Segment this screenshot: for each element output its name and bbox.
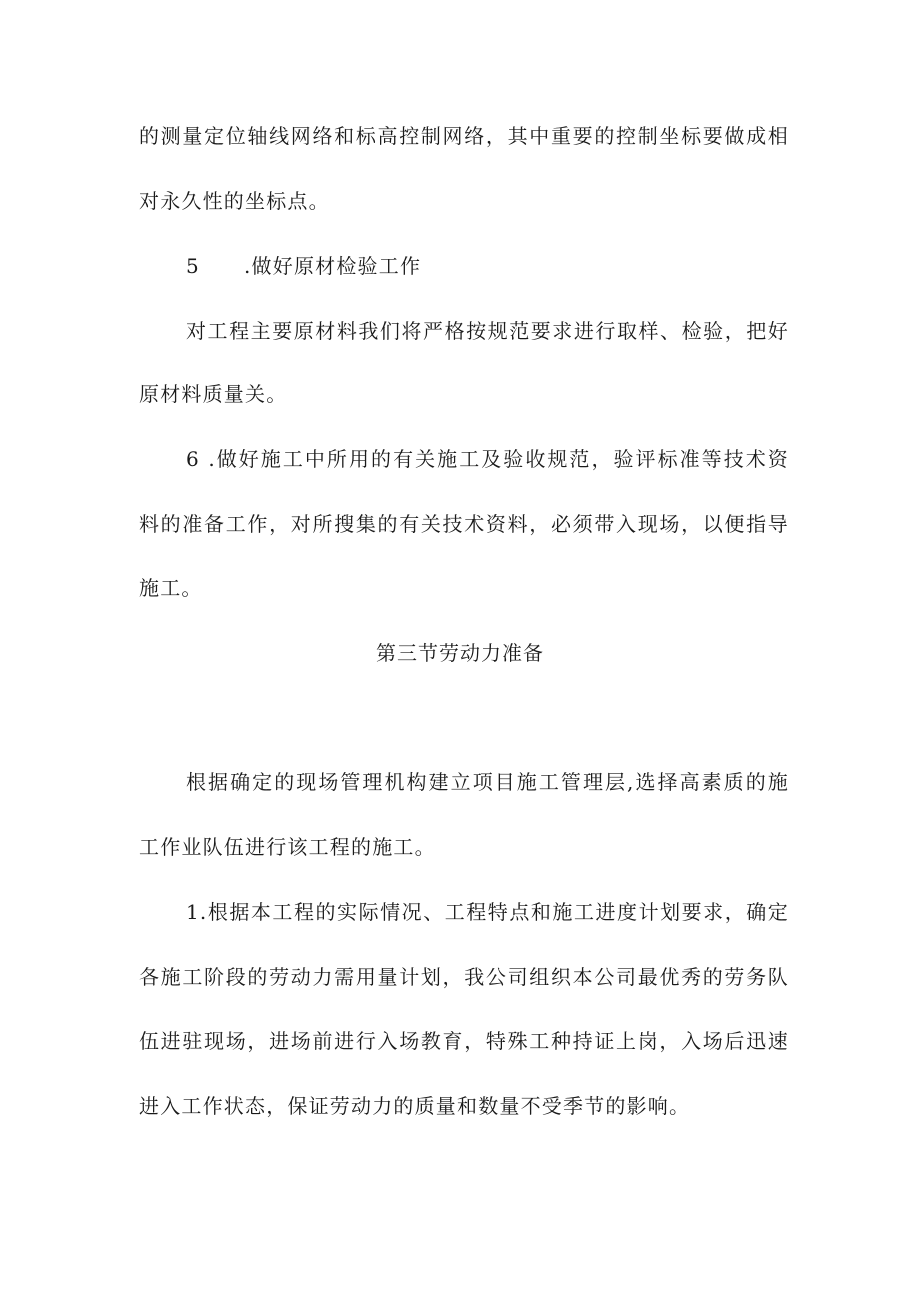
paragraph-line: 对工程主要原材料我们将严格按规范要求进行取样、检验，把好 (186, 319, 789, 343)
paragraph-line: 1.根据本工程的实际情况、工程特点和施工进度计划要求，确定 (186, 900, 789, 924)
section-title: 第三节劳动力准备 (376, 641, 544, 665)
item-number: 5 (186, 254, 200, 278)
paragraph-line: 施工。 (139, 576, 203, 600)
paragraph-line: 料的准备工作，对所搜集的有关技术资料，必须带入现场，以便指导 (139, 512, 789, 536)
paragraph-line: 各施工阶段的劳动力需用量计划，我公司组织本公司最优秀的劳务队 (139, 965, 789, 989)
paragraph-line: 根据确定的现场管理机构建立项目施工管理层,选择高素质的施 (186, 770, 789, 794)
item-heading-text: .做好原材检验工作 (244, 254, 422, 278)
paragraph-line: 进入工作状态，保证劳动力的质量和数量不受季节的影响。 (139, 1094, 691, 1118)
paragraph-line: 对永久性的坐标点。 (139, 189, 330, 213)
paragraph-line: 6 .做好施工中所用的有关施工及验收规范，验评标准等技术资 (186, 447, 789, 471)
paragraph-line: 的测量定位轴线网络和标高控制网络，其中重要的控制坐标要做成相 (139, 124, 789, 148)
paragraph-line: 工作业队伍进行该工程的施工。 (139, 835, 436, 859)
item-heading-5 (186, 253, 486, 279)
paragraph-line: 伍进驻现场，进场前进行入场教育，特殊工种持证上岗，入场后迅速 (139, 1029, 789, 1053)
paragraph-line: 原材料质量关。 (139, 382, 288, 406)
